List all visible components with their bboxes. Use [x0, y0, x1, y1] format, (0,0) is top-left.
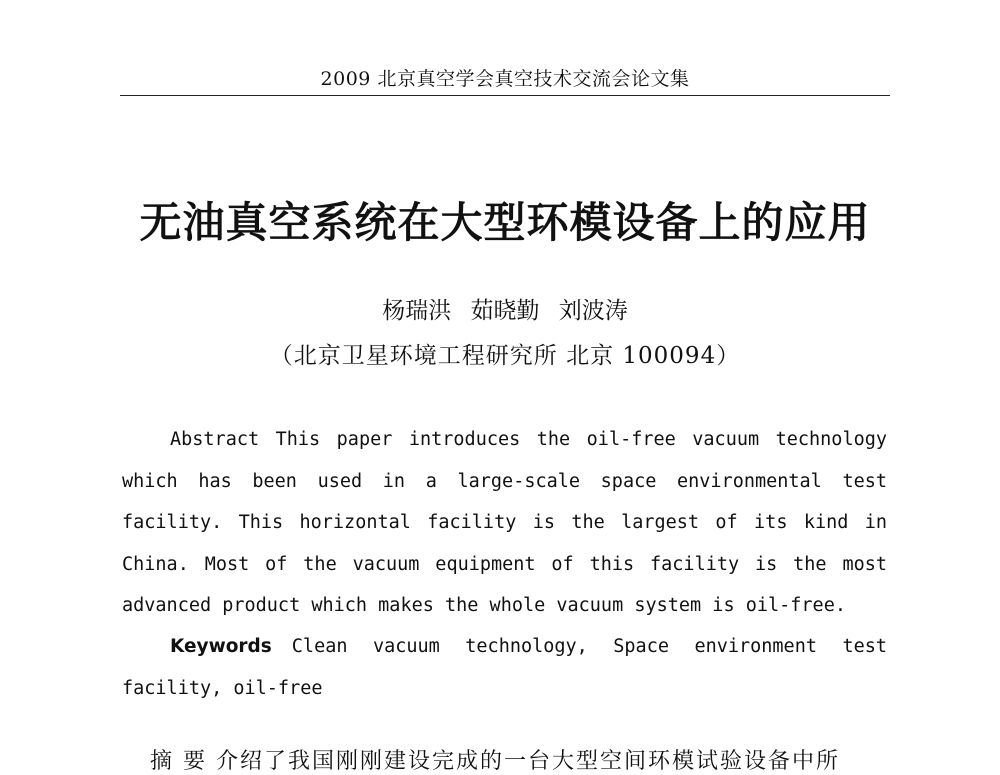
- paper-title: 无油真空系统在大型环模设备上的应用: [139, 198, 871, 247]
- chinese-abstract-cut-line: 摘 要 介绍了我国刚刚建设完成的一台大型空间环模试验设备中所: [150, 749, 840, 774]
- keywords-text: Clean vacuum technology, Space environment test facility, oil-free: [122, 636, 887, 699]
- author-list: 杨瑞洪 茹晓勤 刘波涛: [382, 298, 628, 324]
- keywords-paragraph: [122, 626, 887, 709]
- keywords-label: Keywords: [170, 636, 272, 657]
- running-header: 2009 北京真空学会真空技术交流会论文集: [320, 68, 690, 90]
- header-rule: [120, 95, 890, 96]
- abstract-paragraph: Abstract This paper introduces the oil-free vacuum technology which has been used in a large-scale space environmental test facility. This horizontal facility is the largest of its kind in China. Most of the vacuum equipment of this facility is the most advanced product which makes the whole vacuum system is oil-free.: [122, 429, 887, 616]
- affiliation: （北京卫星环境工程研究所 北京 100094）: [269, 343, 741, 369]
